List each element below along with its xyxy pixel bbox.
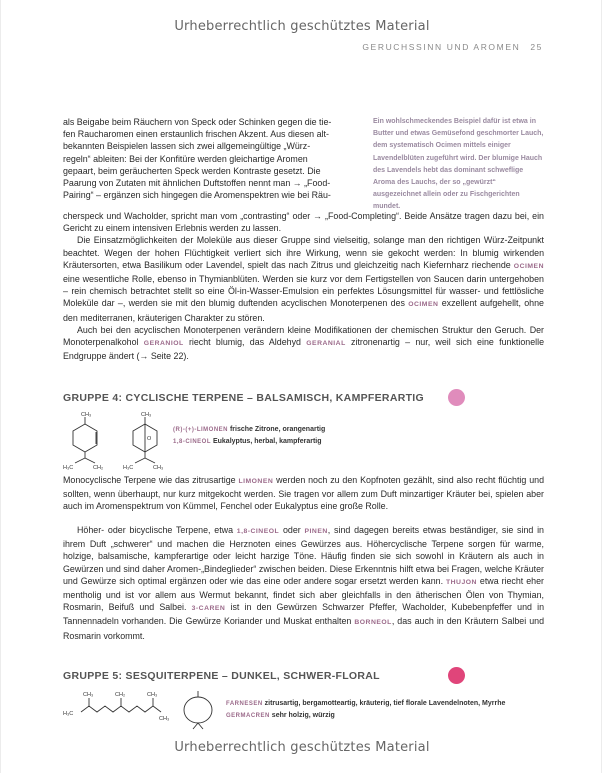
term-borneol: BORNEOL — [354, 619, 392, 627]
label-ch2: CH₂ — [93, 465, 104, 471]
label-ch3: CH₃ — [141, 412, 152, 418]
copyright-watermark-bottom: Urheberrechtlich geschütztes Material — [174, 740, 430, 755]
intro-line: als Beigabe beim Räuchern von Speck oder Schinken gegen die tie- — [63, 117, 332, 127]
intro-line: gepaart, beim geräucherten Speck werden Kontraste gesetzt. Die — [63, 165, 321, 176]
intro-paragraph-narrow — [63, 116, 358, 201]
label-ch3: CH₃ — [81, 412, 92, 418]
intro-paragraph-3: Auch bei den acyclischen Monoterpenen verändern kleine Modifikationen der chemischen Struktur den Geruch. Der Monoterpenalkohol GERANIOL riecht blumig, das Aldehyd GERANIAL zitronenartig – nur, weil sich eine funktionelle Endgruppe ändert (→ Seite 22). — [63, 324, 545, 362]
molecule-limonen — [173, 424, 325, 436]
molecule-description: Eukalyptus, herbal, kampferartig — [212, 438, 322, 445]
group-5-color-dot — [448, 667, 465, 684]
label-ch3: CH₃ — [153, 465, 164, 471]
label-h3c: H₃C — [63, 465, 74, 471]
molecule-description: frische Zitrone, orangenartig — [229, 426, 326, 433]
group-5-molecule-list — [226, 698, 526, 722]
running-head-title: GERUCHSSINN UND AROMEN — [362, 42, 521, 52]
group-4-paragraph-2: Höher- oder bicyclische Terpene, etwa 1,8-CINEOL oder PINEN, sind dagegen bereits etwas beständiger, sie sind in ihrem Duft „schwerer“ und machen die Herznoten eines Gewürzes aus. Höhercyclische Terpene sorgen für warme, holzige, balsamische, kampferartige oder leicht harzige Töne. Häufig finden sie sich sowohl in Kräutern als auch in Gewürzen und sind daher Aromen-„Bindeglieder“ zwischen beiden. Diese Erkenntnis hilft etwa bei Fragen, welche Kräuter und Gewürze sich optimal ergänzen oder wie das eine oder andere sogar ersetzt werden kann. THUJON etwa riecht eher mentholig und ist vor allem aus Wermut bekannt, findet sich aber gleichfalls in den ätherischen Ölen von Thymian, Rosmarin, Beifuß und Salbei. 3-CAREN ist in den Gewürzen Schwarzer Pfeffer, Wacholder, Kubebenpfeffer und in Tannennadeln vorhanden. Die Gewürze Koriander und Muskat enthalten BORNEOL, das auch in den Kräutern Salbei und Rosmarin vorkommt. — [63, 525, 545, 641]
label-h3c: H₃C — [123, 465, 134, 471]
term-thujon: THUJON — [446, 578, 477, 586]
intro-line: fen Raucharomen einen erstaunlich frischen Akzent. Aus diesen alt- — [63, 129, 329, 140]
label-ch3: CH₃ — [83, 692, 94, 698]
label-h3c: H₃C — [63, 711, 74, 717]
group-4-heading: GRUPPE 4: CYCLISCHE TERPENE – BALSAMISCH, KAMPFERARTIG — [63, 392, 424, 404]
molecule-germacren — [226, 710, 526, 722]
molecule-description: zitrusartig, bergamotteartig, kräuterig, tief florale Lavendelnoten, Myrrhe — [264, 700, 506, 707]
molecule-name: GERMACREN — [226, 713, 270, 719]
molecule-name: 1,8-CINEOL — [173, 439, 212, 445]
term-geranial: GERANIAL — [306, 340, 346, 348]
term-geraniol: GERANIOL — [143, 340, 184, 348]
molecule-farnesen — [226, 698, 526, 710]
label-ch2: CH₂ — [115, 692, 126, 698]
group-4-paragraph-1: Monocyclische Terpene wie das zitrusartige LIMONEN werden noch zu den Kopfnoten gezählt, sind also recht flüchtig und sollten, wenn überhaupt, nur kurz mitgekocht werden. Sie tragen vor allem zum Duft minzartiger Kräuter bei, spielen aber auch im Aromenspektrum von Kümmel, Fenchel oder Eukalyptus eine große Rolle. — [63, 475, 544, 512]
term-limonen: LIMONEN — [238, 478, 274, 485]
intro-paragraph-tail: cherspeck und Wacholder, spricht man vom „contrasting“ oder → „Food-Completing“. Beide Ansätze tragen dazu bei, ein Gericht zu einem intensiven Erlebnis werden zu lassen. — [63, 211, 544, 234]
intro-line: regeln“ ableiten: Bei der Konfitüre werden gleichartige Aromen — [63, 153, 308, 164]
term-caren: 3-CAREN — [191, 605, 226, 613]
sidebar-note: Ein wohlschmeckendes Beispiel dafür ist etwa in Butter und etwas Gemüsefond geschmorter Lauch, dem systematisch Ocimen mittels einiger Lavendelblüten zugeführt wird. Der blumige Hauch des Lavendels hebt das dominant schweflige Aroma des Lauchs, der so „gewürzt“ ausgezeichnet allein oder zu Fischgerichten mundet. — [373, 118, 544, 211]
molecule-cineol — [173, 436, 325, 448]
term-ocimen: OCIMEN — [408, 301, 439, 309]
intro-line: bekannten Beispielen lassen sich zwei allgemeingültige „Würz- — [63, 141, 311, 152]
intro-line: Pairing“ – ergänzen sich hingegen die Aromenspektren wie bei Räu- — [63, 190, 331, 201]
intro-line: Paarung von Zutaten mit ähnlichen Duftstoffen nennt man → „Food- — [63, 178, 331, 189]
term-ocimen: OCIMEN — [513, 262, 544, 270]
copyright-watermark-top: Urheberrechtlich geschütztes Material — [174, 19, 430, 34]
molecule-description: sehr holzig, würzig — [271, 712, 335, 719]
molecule-name: FARNESEN — [226, 701, 263, 707]
label-oxygen: O — [147, 436, 152, 442]
label-ch3: CH₃ — [147, 692, 158, 698]
page-number: 25 — [530, 42, 543, 52]
term-pinen: PINEN — [304, 528, 328, 535]
running-head — [362, 42, 543, 52]
group-4-color-dot — [448, 389, 465, 406]
label-ch3: CH₃ — [159, 716, 170, 722]
molecule-name: (R)-(+)-LIMONEN — [173, 427, 228, 433]
term-cineol: 1,8-CINEOL — [236, 528, 280, 535]
sesquiterpene-structure-icon — [63, 688, 223, 732]
group-5-heading: GRUPPE 5: SESQUITERPENE – DUNKEL, SCHWER-FLORAL — [63, 670, 380, 682]
intro-paragraphs-full — [63, 210, 544, 362]
intro-paragraph-2: Die Einsatzmöglichkeiten der Moleküle aus dieser Gruppe sind vielseitig, solange man den richtigen Würz-Zeitpunkt beachtet. Wegen der hohen Flüchtigkeit verliert sich ihre Wirkung, wenn sie gekocht werden: In blumig wirkenden Kräutersorten, etwa Basilikum oder Lavendel, spielt das nach Zitrus und gleichzeitig nach Kiefernharz riechende OCIMEN eine wesentliche Rolle, ebenso in Thymianblüten. Werden sie kurz vor dem Fertigstellen von Saucen darin untergehoben – rein chemisch betrachtet stellt so eine Öl-in-Wasser-Emulsion ein perfektes Lösungsmittel für wasser- und fettlösliche Moleküle dar –, werden sie mit den blumig duftenden acyclischen Monoterpenen des OCIMEN exzellent aufgehellt, ohne den mediterranen, kräuterigen Charakter zu stören. — [63, 235, 544, 323]
limonene-structure-icon — [63, 410, 173, 472]
group-4-molecule-list — [173, 424, 325, 448]
